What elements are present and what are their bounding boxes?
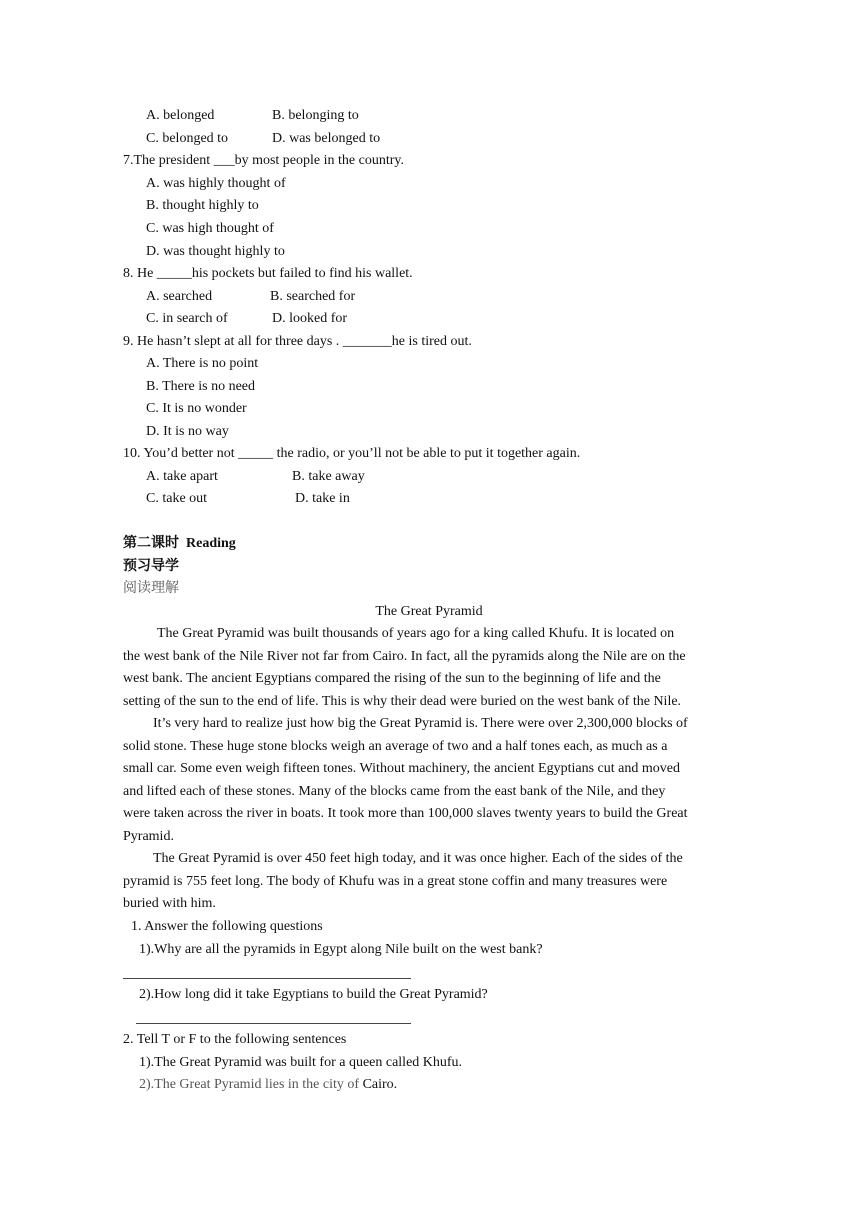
q6-option-d: D. was belonged to bbox=[272, 131, 381, 146]
passage-line: pyramid is 755 feet long. The body of Khufu was in a great stone coffin and many treasures were bbox=[123, 874, 668, 889]
passage-line: The Great Pyramid was built thousands of years ago for a king called Khufu. It is located on bbox=[157, 626, 675, 641]
q8-option-a: A. searched bbox=[146, 289, 213, 304]
exercise-2-sentence-2-city: Cairo. bbox=[362, 1077, 398, 1092]
passage-line: It’s very hard to realize just how big the Great Pyramid is. There were over 2,300,000 blocks of bbox=[153, 716, 688, 731]
q6-option-c: C. belonged to bbox=[146, 131, 229, 146]
exercise-2-heading: 2. Tell T or F to the following sentences bbox=[123, 1032, 347, 1047]
passage-line: The Great Pyramid is over 450 feet high today, and it was once higher. Each of the sides of the bbox=[153, 851, 683, 866]
q10-stem: 10. You’d better not _____ the radio, or you’ll not be able to put it together again. bbox=[123, 446, 581, 461]
exercise-2-sentence-1: 1).The Great Pyramid was built for a queen called Khufu. bbox=[139, 1055, 463, 1070]
exercise-1-question-2: 2).How long did it take Egyptians to build the Great Pyramid? bbox=[139, 987, 488, 1002]
passage-line: setting of the sun to the end of life. This is why their dead were buried on the west bank of the Nile. bbox=[123, 694, 682, 709]
passage-line: Pyramid. bbox=[123, 829, 174, 844]
passage-title: The Great Pyramid bbox=[375, 604, 483, 619]
q8-stem: 8. He _____his pockets but failed to find his wallet. bbox=[123, 266, 413, 281]
q9-stem: 9. He hasn’t slept at all for three days . _______he is tired out. bbox=[123, 334, 472, 349]
exercise-2-sentence-2 bbox=[139, 1076, 397, 1094]
answer-line-1[interactable] bbox=[123, 978, 411, 979]
passage-line: were taken across the river in boats. It took more than 100,000 slaves twenty years to build the Great bbox=[123, 806, 688, 821]
q7-option-a: A. was highly thought of bbox=[146, 176, 286, 191]
section-heading-cn: 第二课时 bbox=[123, 536, 179, 551]
q9-option-a: A. There is no point bbox=[146, 356, 259, 371]
q8-option-b: B. searched for bbox=[270, 289, 356, 304]
section-heading bbox=[123, 535, 236, 553]
q6-option-a: A. belonged bbox=[146, 108, 215, 123]
passage-line: and lifted each of these stones. Many of the blocks came from the east bank of the Nile, and they bbox=[123, 784, 666, 799]
exercise-1-question-1: 1).Why are all the pyramids in Egypt along Nile built on the west bank? bbox=[139, 942, 543, 957]
q9-option-d: D. It is no way bbox=[146, 424, 229, 439]
section-subheading-preview: 预习导学 bbox=[123, 559, 179, 574]
q8-option-d: D. looked for bbox=[272, 311, 348, 326]
passage-line: small car. Some even weigh fifteen tones. Without machinery, the ancient Egyptians cut and moved bbox=[123, 761, 680, 776]
passage-line: the west bank of the Nile River not far from Cairo. In fact, all the pyramids along the Nile are on the bbox=[123, 649, 686, 664]
passage-line: solid stone. These huge stone blocks weigh an average of two and a half tones each, as much as a bbox=[123, 739, 668, 754]
q10-option-c: C. take out bbox=[146, 491, 208, 506]
q7-stem: 7.The president ___by most people in the country. bbox=[123, 153, 404, 168]
q7-option-d: D. was thought highly to bbox=[146, 244, 285, 259]
q9-option-c: C. It is no wonder bbox=[146, 401, 247, 416]
answer-line-2[interactable] bbox=[136, 1023, 411, 1024]
passage-line: buried with him. bbox=[123, 896, 216, 911]
exercise-1-heading: 1. Answer the following questions bbox=[131, 919, 323, 934]
passage-line: west bank. The ancient Egyptians compared the rising of the sun to the beginning of life and the bbox=[123, 671, 661, 686]
q9-option-b: B. There is no need bbox=[146, 379, 255, 394]
q10-option-b: B. take away bbox=[292, 469, 365, 484]
q6-option-b: B. belonging to bbox=[272, 108, 359, 123]
q10-option-d: D. take in bbox=[295, 491, 350, 506]
section-heading-en: Reading bbox=[186, 536, 236, 551]
q7-option-c: C. was high thought of bbox=[146, 221, 274, 236]
exercise-2-sentence-2-text: 2).The Great Pyramid lies in the city of bbox=[139, 1077, 363, 1092]
section-subheading-reading: 阅读理解 bbox=[123, 581, 179, 596]
q10-option-a: A. take apart bbox=[146, 469, 218, 484]
q8-option-c: C. in search of bbox=[146, 311, 228, 326]
q7-option-b: B. thought highly to bbox=[146, 198, 259, 213]
